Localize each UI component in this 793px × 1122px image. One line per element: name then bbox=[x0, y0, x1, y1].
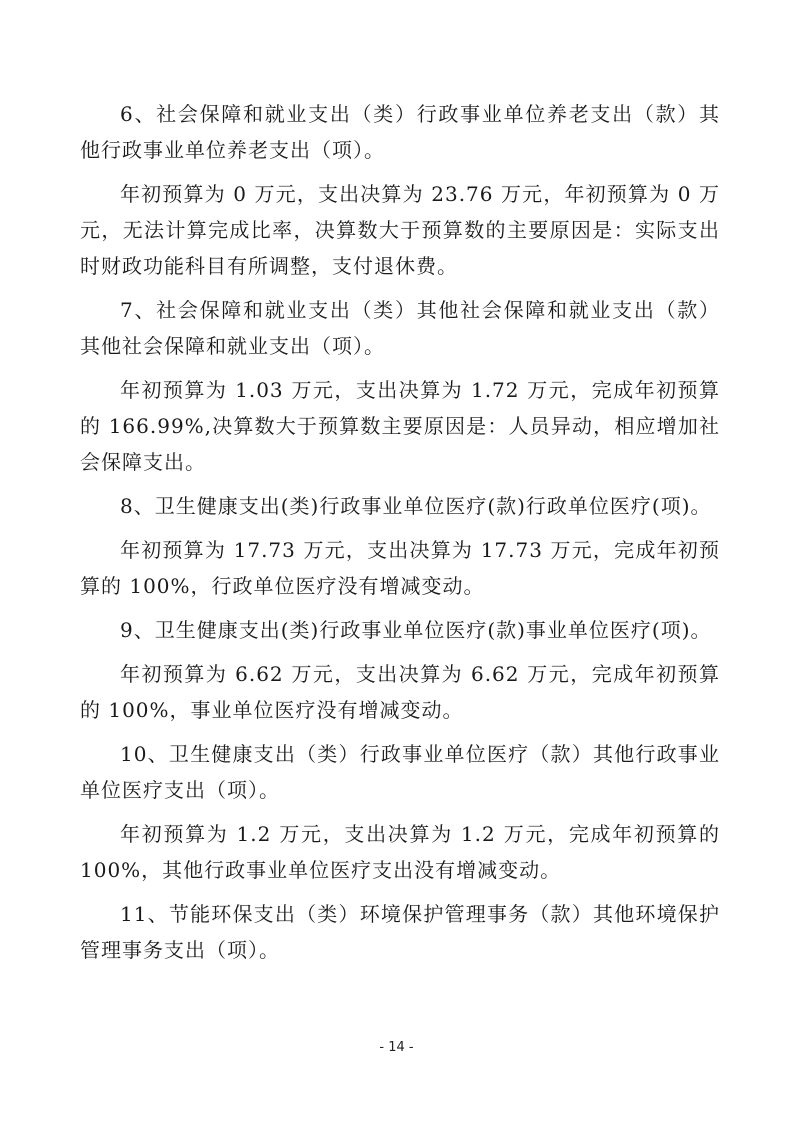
paragraph-item-9-heading: 9、卫生健康支出(类)行政事业单位医疗(款)事业单位医疗(项)。 bbox=[120, 618, 712, 642]
document-body bbox=[80, 96, 720, 968]
paragraph-item-10-body: 年初预算为 1.2 万元，支出决算为 1.2 万元，完成年初预算的 100%，其他行政事业单位医疗支出没有增减变动。 bbox=[80, 822, 720, 882]
paragraph-item-11-heading: 11、节能环保支出（类）环境保护管理事务（款）其他环境保护管理事务支出（项）。 bbox=[80, 902, 720, 962]
page-number: - 14 - bbox=[379, 1040, 414, 1055]
paragraph-item-7-heading: 7、社会保障和就业支出（类）其他社会保障和就业支出（款）其他社会保障和就业支出（项）。 bbox=[80, 298, 720, 358]
paragraph-item-6-body: 年初预算为 0 万元，支出决算为 23.76 万元，年初预算为 0 万元，无法计算完成比率，决算数大于预算数的主要原因是：实际支出时财政功能科目有所调整，支付退休费。 bbox=[80, 182, 720, 278]
paragraph-item-6-heading: 6、社会保障和就业支出（类）行政事业单位养老支出（款）其他行政事业单位养老支出（项）。 bbox=[80, 102, 720, 162]
paragraph-item-7-body: 年初预算为 1.03 万元，支出决算为 1.72 万元，完成年初预算的 166.99%,决算数大于预算数主要原因是：人员异动，相应增加社会保障支出。 bbox=[80, 378, 720, 474]
paragraph-item-8-heading: 8、卫生健康支出(类)行政事业单位医疗(款)行政单位医疗(项)。 bbox=[120, 494, 712, 518]
paragraph-item-9-body: 年初预算为 6.62 万元，支出决算为 6.62 万元，完成年初预算的 100%，事业单位医疗没有增减变动。 bbox=[80, 662, 720, 722]
paragraph-item-8-body: 年初预算为 17.73 万元，支出决算为 17.73 万元，完成年初预算的 100%，行政单位医疗没有增减变动。 bbox=[80, 538, 720, 598]
paragraph-item-10-heading: 10、卫生健康支出（类）行政事业单位医疗（款）其他行政事业单位医疗支出（项）。 bbox=[80, 742, 720, 802]
